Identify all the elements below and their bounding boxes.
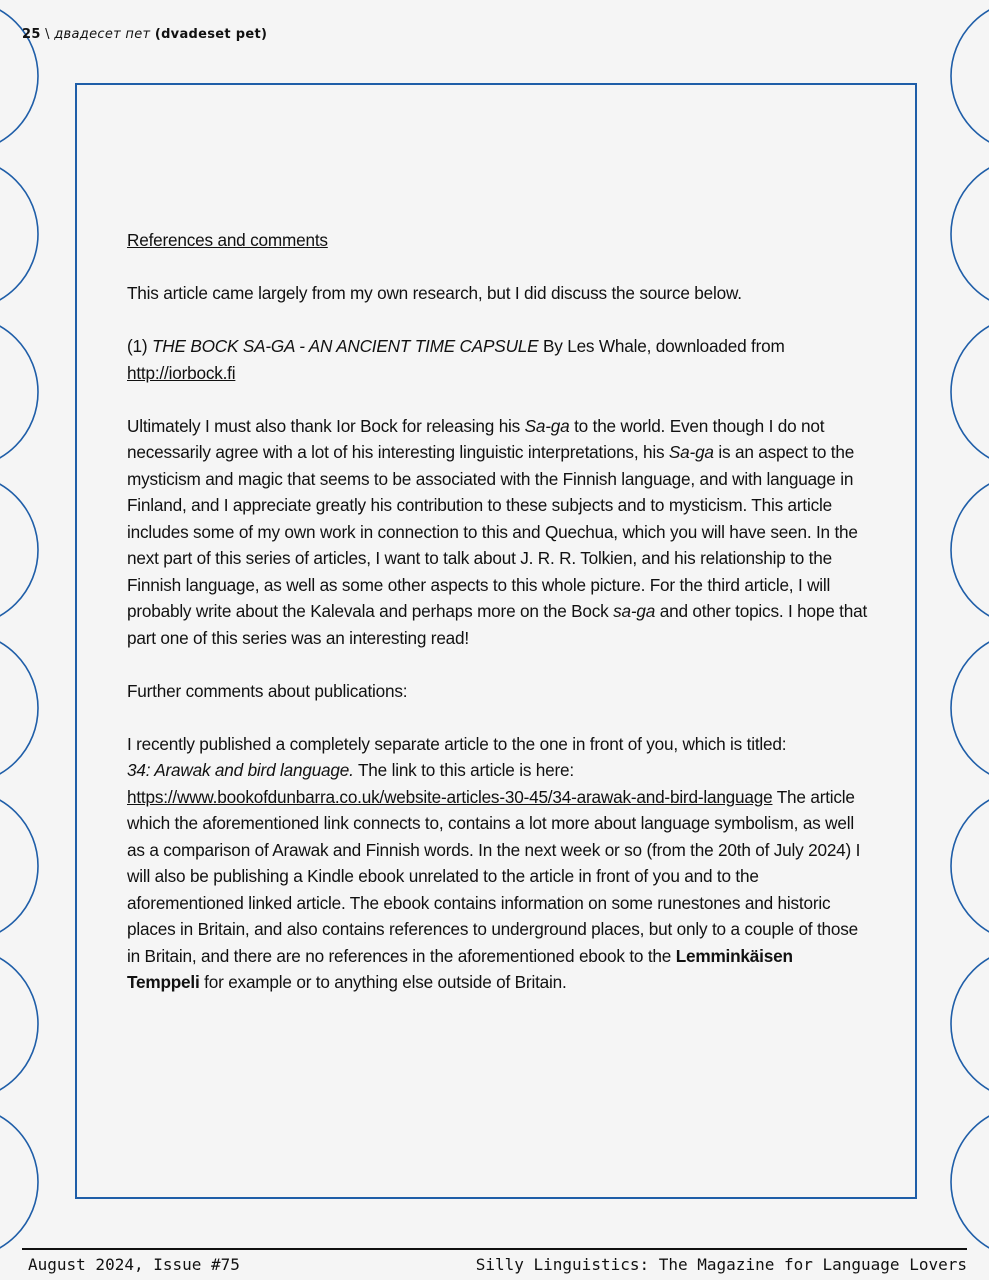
article-frame <box>75 83 917 1199</box>
footer-magazine-title: Silly Linguistics: The Magazine for Language Lovers <box>475 1255 967 1274</box>
scallop-circle-right-0 <box>951 0 989 152</box>
iorbock-link[interactable]: http://iorbock.fi <box>127 362 236 383</box>
scallop-circle-left-3 <box>0 474 38 626</box>
scallop-circle-right-7 <box>951 1106 989 1258</box>
page-number-cyrillic: двадесет пет <box>54 27 151 42</box>
publications-paragraph: I recently published a completely separate article to the one in front of you, which is titled: 34: Arawak and bird language. The link to this article is here: https://www.bookofdunbarra.co.uk/website-articles-30-45/34-arawak-and-bird-language The article which the aforementioned link connects to, contains a lot more about language symbolism, as well as a comparison of Arawak and Finnish words. In the next week or so (from the 20th of July 2024) I will also be publishing a Kindle ebook unrelated to the article in front of you and to the aforementioned linked article. The ebook contains information on some runestones and historic places in Britain, and also contains references to underground places, but only to a couple of those in Britain, and there are no references in the aforementioned ebook to the Lemminkäisen Temppeli for example or to anything else outside of Britain. <box>127 733 861 992</box>
page-number <box>22 27 267 42</box>
scallop-circle-right-2 <box>951 316 989 468</box>
further-comments-heading: Further comments about publications: <box>127 680 408 701</box>
scallop-circle-right-6 <box>951 948 989 1100</box>
scallop-circle-right-3 <box>951 474 989 626</box>
acknowledgement-paragraph: Ultimately I must also thank Ior Bock for releasing his Sa-ga to the world. Even though I do not necessarily agree with a lot of his interesting linguistic interpretations, his Sa-ga is an aspect to the mysticism and magic that seems to be associated with the Finnish language, and with language in Finland, and I appreciate greatly his contribution to these subjects and to mysticism. This article includes some of my own work in connection to this and Quechua, which you will have seen. In the next part of this series of articles, I want to talk about J. R. R. Tolkien, and his relationship to the Finnish language, as well as some other aspects to this whole picture. For the third article, I will probably write about the Kalevala and perhaps more on the Bock sa-ga and other topics. I hope that part one of this series was an interesting read! <box>127 415 868 648</box>
scallop-circle-left-1 <box>0 158 38 310</box>
article-34-title: 34: Arawak and bird language. <box>127 760 354 780</box>
article-body <box>127 227 869 1022</box>
page-number-digits: 25 <box>22 27 41 42</box>
page-number-separator: \ <box>45 27 50 42</box>
scallop-circle-left-6 <box>0 948 38 1100</box>
page-number-latin: (dvadeset pet) <box>154 27 268 42</box>
scallop-circle-right-4 <box>951 632 989 784</box>
scallop-circle-left-2 <box>0 316 38 468</box>
scallop-circle-left-0 <box>0 0 38 152</box>
scallop-circle-left-5 <box>0 790 38 942</box>
scallop-circle-left-7 <box>0 1106 38 1258</box>
lemminkaisen-temppeli: Lemminkäisen Temppeli <box>127 945 793 992</box>
bookofdunbarra-link[interactable]: https://www.bookofdunbarra.co.uk/website-articles-30-45/34-arawak-and-bird-language <box>127 786 773 807</box>
intro-paragraph: This article came largely from my own research, but I did discuss the source below. <box>127 283 742 303</box>
footer-rule <box>22 1248 967 1250</box>
footer-issue: August 2024, Issue #75 <box>28 1255 240 1274</box>
scallop-circle-right-1 <box>951 158 989 310</box>
scallop-circle-right-5 <box>951 790 989 942</box>
references-heading: References and comments <box>127 230 328 250</box>
reference-1: (1) THE BOCK SA-GA - AN ANCIENT TIME CAPSULE By Les Whale, downloaded from http://iorbock.fi <box>127 336 785 383</box>
reference-1-title: THE BOCK SA-GA - AN ANCIENT TIME CAPSULE <box>151 336 539 356</box>
scallop-circle-left-4 <box>0 632 38 784</box>
